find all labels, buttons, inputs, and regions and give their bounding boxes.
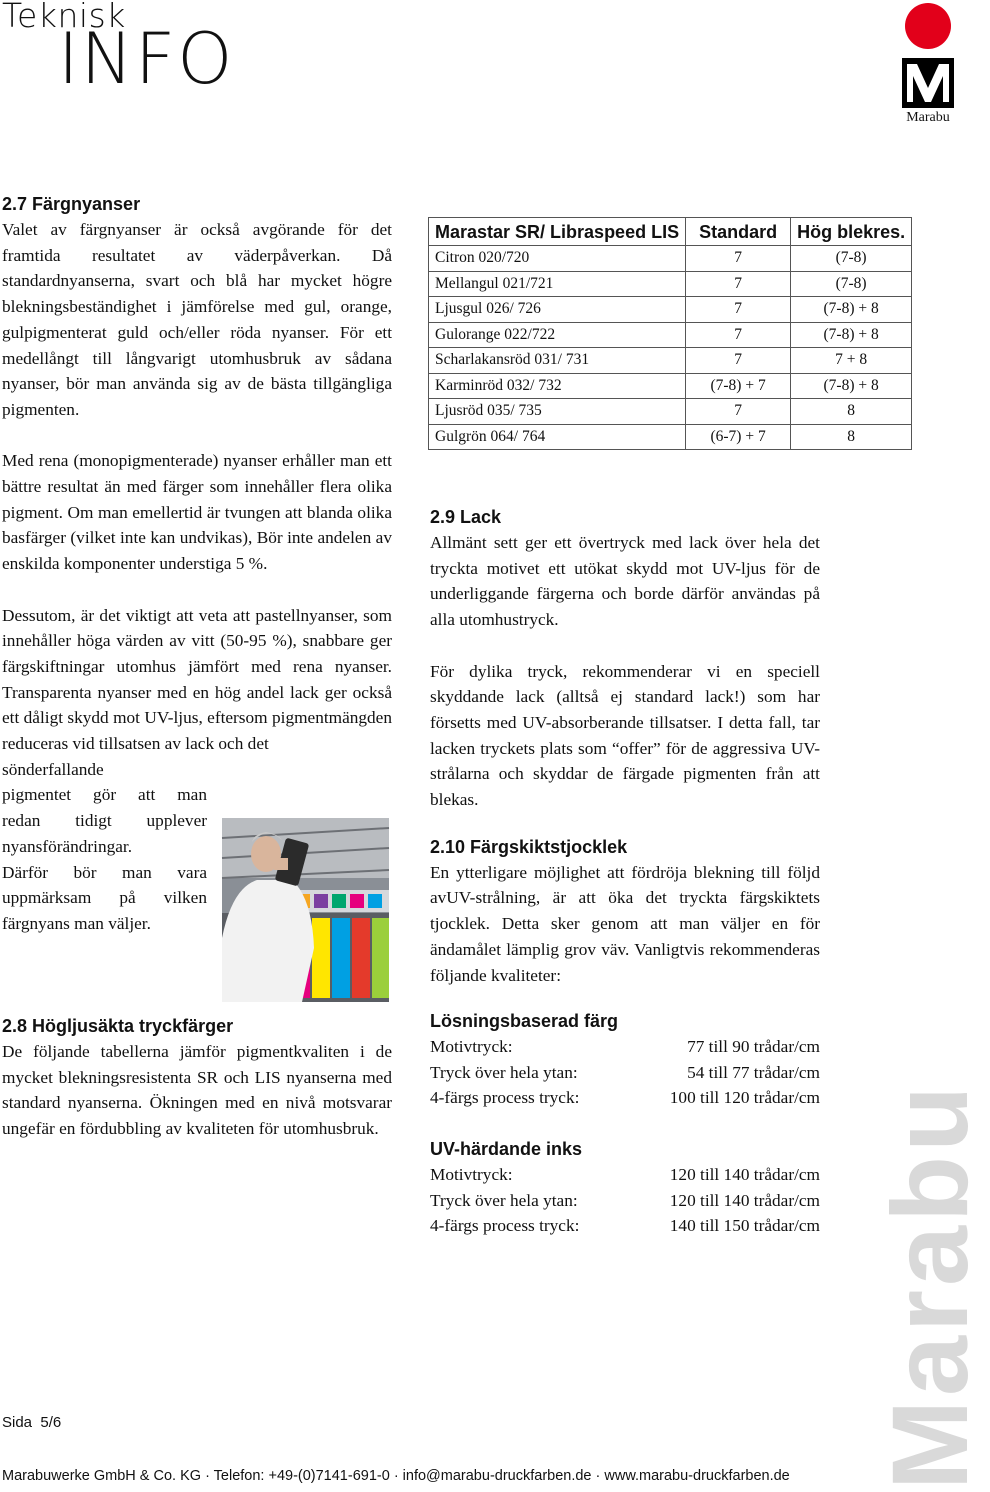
spec-label: 4-färgs process tryck:: [430, 1216, 580, 1236]
spec-label: Tryck över hela ytan:: [430, 1062, 578, 1082]
lightfastness-table: [428, 217, 912, 450]
table-cell-name: Karminröd 032/ 732: [429, 373, 686, 399]
table-cell-standard: 7: [686, 322, 791, 348]
section-2-7-paragraph-3: Dessutom, är det viktigt att veta att pastellnyanser, som innehåller höga värden av vitt (50-95 %), snabbare ger färgskiftningar utomhus jämfört med rena nyanser. Transparenta nyanser med en hög andel lack ger också ett dåligt skydd mot UV-ljus, eftersom pigmentmängden reduceras vid tillsatsen av lack och det: [2, 605, 392, 754]
tail-line: färgnyans man väljer.: [2, 913, 151, 933]
table-cell-name: Gulgrön 064/ 764: [429, 424, 686, 450]
marabu-watermark: Marabu: [869, 1081, 990, 1490]
header-info: INFO: [58, 18, 235, 100]
section-2-8: [2, 1013, 392, 1142]
tail-line: nyansförändringar.: [2, 836, 133, 856]
section-2-7-paragraph-2: Med rena (monopigmenterade) nyanser erhåller man ett bättre resultat än med färger som innehåller flera olika pigment. Om man emellertid är tvungen att blanda olika basfärger (vilket inte kan undvikas), Bör inte andelen av enskilda komponenter understiga 5 %.: [2, 451, 392, 574]
marabu-logo-icon: [898, 2, 958, 110]
spec-row: [430, 1060, 820, 1086]
tail-line: pigmentet gör att man: [2, 785, 207, 805]
footer-contact: Marabuwerke GmbH & Co. KG · Telefon: +49-(0)7141-691-0 · info@marabu-druckfarben.de · www.marabu-druckfarben.de: [2, 1468, 790, 1484]
table-cell-hog: (7-8) + 8: [791, 322, 912, 348]
solvent-title: Lösningsbaserad färg: [430, 1011, 619, 1031]
table-row: [429, 348, 912, 374]
table-row: [429, 373, 912, 399]
section-2-7-paragraph-3-tail: [2, 757, 207, 937]
table-row: [429, 246, 912, 272]
spec-label: Motivtryck:: [430, 1037, 513, 1056]
table-row: [429, 424, 912, 450]
spec-label: Tryck över hela ytan:: [430, 1190, 578, 1210]
section-2-10-title: 2.10 Färgskiktstjocklek: [430, 836, 628, 857]
section-2-8-title: 2.8 Högljusäkta tryckfärger: [2, 1016, 234, 1036]
table-row: [429, 271, 912, 297]
table-header-standard: Standard: [686, 218, 791, 246]
solvent-spec: [430, 1008, 820, 1111]
table-cell-hog: (7-8) + 8: [791, 373, 912, 399]
table-cell-standard: 7: [686, 297, 791, 323]
tail-line: sönderfallande: [2, 759, 104, 779]
table-cell-name: Ljusröd 035/ 735: [429, 399, 686, 425]
spec-row: [430, 1213, 820, 1239]
spec-row: [430, 1188, 820, 1214]
marabu-logo: [898, 2, 958, 126]
table-cell-name: Citron 020/720: [429, 246, 686, 272]
section-2-7-paragraph-1: Valet av färgnyanser är också avgörande för det framtida resultatet av väderpåverkan. Då standardnyanserna, svart och blå har mycket högre blekningsbeständighet i jämförelse med gul, orange, gulpigmenterat guld och/eller röda nyanser. För ett medellångt till långvarigt utomhusbruk av sådana nyanser, bör man använda sig av de bästa tillgängliga pigmenten.: [2, 220, 392, 419]
spec-row: [430, 1034, 820, 1060]
table-cell-standard: 7: [686, 246, 791, 272]
table-row: [429, 399, 912, 425]
page-number: Sida 5/6: [2, 1414, 62, 1431]
spec-label: 4-färgs process tryck:: [430, 1088, 580, 1108]
tail-line: uppmärksam på vilken: [2, 888, 207, 908]
spec-row: [430, 1162, 820, 1188]
table-row: [429, 297, 912, 323]
table-cell-name: Scharlakansröd 031/ 731: [429, 348, 686, 374]
section-2-7-title: 2.7 Färgnyanser: [2, 194, 141, 214]
table-cell-hog: (7-8): [791, 246, 912, 272]
header-teknisk: Teknisk: [2, 0, 126, 35]
spec-value: 140 till 150 trådar/cm: [669, 1216, 820, 1236]
table-cell-hog: (7-8): [791, 271, 912, 297]
logo-text: Marabu: [906, 110, 950, 125]
table-cell-standard: 7: [686, 348, 791, 374]
photo-color-inspection: [222, 818, 389, 1002]
table-cell-standard: 7: [686, 271, 791, 297]
table-cell-standard: 7: [686, 399, 791, 425]
table-cell-name: Mellangul 021/721: [429, 271, 686, 297]
spec-label: Motivtryck:: [430, 1165, 513, 1184]
section-2-9-title: 2.9 Lack: [430, 507, 502, 527]
table-header-row: [429, 218, 912, 246]
table-cell-hog: (7-8) + 8: [791, 297, 912, 323]
section-2-9-paragraph-2: För dylika tryck, rekommenderar vi en speciell skyddande lack (alltså ej standard lack!) som har försetts med UV-absorberande tillsatser. I detta fall, tar lacken tryckets plats som “offer” för de aggressiva UV-strålarna och skyddar de färgade pigmenten från att blekas.: [430, 661, 820, 810]
right-column: [430, 504, 820, 988]
section-2-10-paragraph: En ytterligare möjlighet att fördröja blekning till följd avUV-strålning, är att öka det tryckta färgskiktets tjocklek. Detta sker genom att man väljer en för ändamålet lämplig grov väv. Vanligtvis rekommenderas följande kvaliteter:: [430, 862, 820, 985]
spec-value: 120 till 140 trådar/cm: [669, 1190, 820, 1210]
table-cell-name: Gulorange 022/722: [429, 322, 686, 348]
table-cell-hog: 8: [791, 424, 912, 450]
table-cell-hog: 8: [791, 399, 912, 425]
table-header-hog: Hög blekres.: [791, 218, 912, 246]
table-cell-name: Ljusgul 026/ 726: [429, 297, 686, 323]
spec-value: 54 till 77 trådar/cm: [687, 1062, 820, 1082]
section-2-9-paragraph-1: Allmänt sett ger ett övertryck med lack över hela det tryckta motivet ett utökat skydd mot UV-ljus för de underliggande färgerna och borde därför användas på alla utomhustryck.: [430, 533, 820, 630]
uv-title: UV-härdande inks: [430, 1139, 583, 1159]
table-cell-standard: (6-7) + 7: [686, 424, 791, 450]
section-2-8-paragraph: De följande tabellerna jämför pigmentkvaliten i de mycket blekningsresistenta SR och LIS nyanserna med standard nyanserna. Ökningen med en nivå motsvarar ungefär en fördubbling av kvaliteten för utomhusbruk.: [2, 1042, 392, 1139]
spec-value: 120 till 140 trådar/cm: [669, 1165, 820, 1184]
table-row: [429, 322, 912, 348]
table-cell-standard: (7-8) + 7: [686, 373, 791, 399]
spec-row: [430, 1085, 820, 1111]
tail-line: Därför bör man vara: [2, 862, 207, 882]
uv-spec: [430, 1136, 820, 1239]
table-cell-hog: 7 + 8: [791, 348, 912, 374]
spec-value: 100 till 120 trådar/cm: [669, 1088, 820, 1108]
table-header-name: Marastar SR/ Libraspeed LIS: [429, 218, 686, 246]
spec-value: 77 till 90 trådar/cm: [687, 1037, 820, 1056]
tail-line: redan tidigt upplever: [2, 811, 207, 831]
